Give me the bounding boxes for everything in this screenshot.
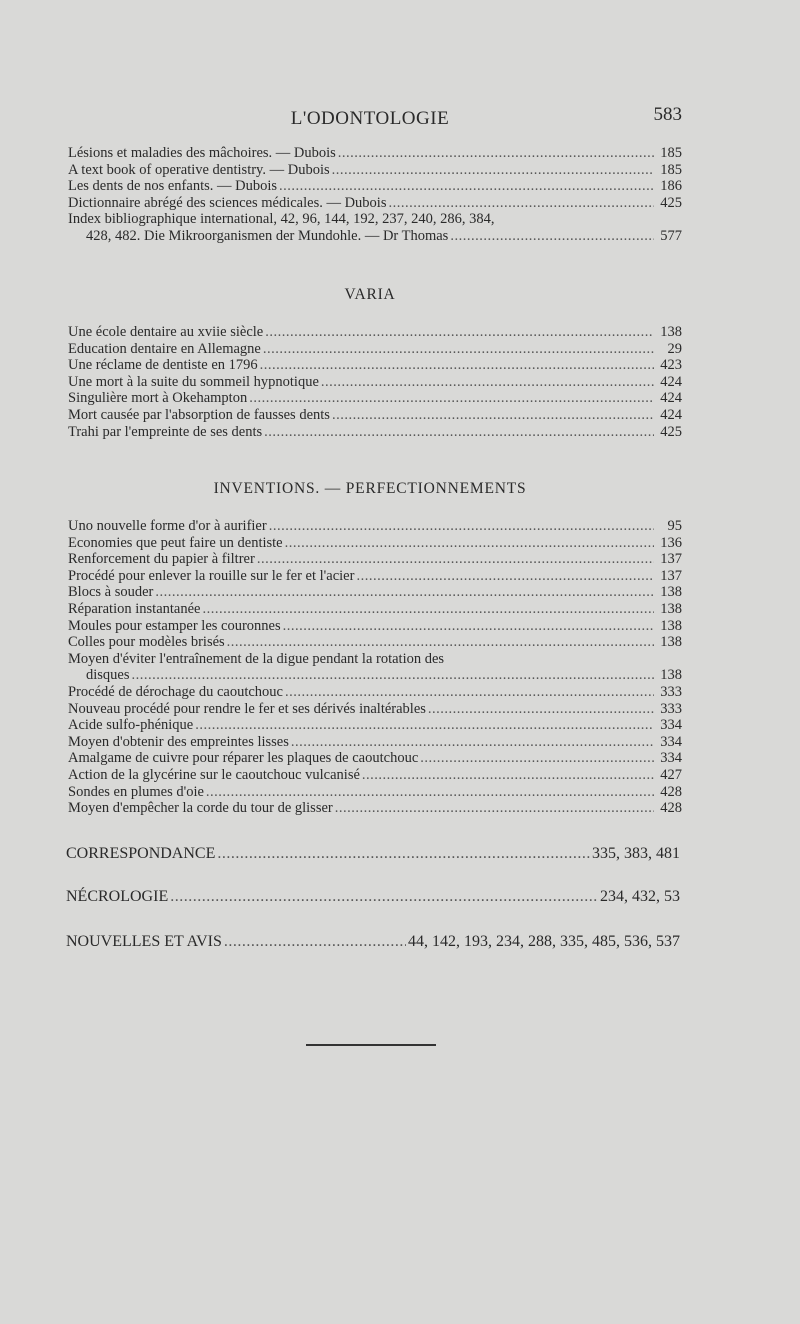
index-entry: CORRESPONDANCE ..... 335, 383, 481 xyxy=(66,845,680,863)
section-heading-inventions: INVENTIONS. — PERFECTIONNEMENTS xyxy=(213,480,527,497)
varia-list xyxy=(68,324,682,440)
index-entry: Education dentaire en Allemagne ..... 29 xyxy=(68,341,682,358)
page-number: 583 xyxy=(653,104,682,125)
journal-title: L'ODONTOLOGIE xyxy=(290,108,450,129)
index-entry: Economies que peut faire un dentiste ..... 136 xyxy=(68,535,682,552)
index-entry: Procédé de dérochage du caoutchouc ..... 333 xyxy=(68,684,682,701)
index-entry: A text book of operative dentistry. — Dubois ..... 185 xyxy=(68,162,682,179)
running-header xyxy=(60,104,680,134)
index-entry: Mort causée par l'absorption de fausses dents ..... 424 xyxy=(68,407,682,424)
index-entry: Lésions et maladies des mâchoires. — Dubois ..... 185 xyxy=(68,145,682,162)
index-entry: Renforcement du papier à filtrer ..... 137 xyxy=(68,551,682,568)
correspondance-entry xyxy=(66,845,680,863)
index-entry: Moyen d'éviter l'entraînement de la digue pendant la rotation des xyxy=(68,650,445,667)
index-entry: Procédé pour enlever la rouille sur le fer et l'acier ..... 137 xyxy=(68,568,682,585)
index-entry: Sondes en plumes d'oie ..... 428 xyxy=(68,784,682,801)
index-entry: Colles pour modèles brisés ..... 138 xyxy=(68,634,682,651)
index-entry: Action de la glycérine sur le caoutchouc vulcanisé ..... 427 xyxy=(68,767,682,784)
index-entry: Amalgame de cuivre pour réparer les plaques de caoutchouc ..... 334 xyxy=(68,750,682,767)
index-entry: Blocs à souder ..... 138 xyxy=(68,584,682,601)
index-entry: Nouveau procédé pour rendre le fer et ses dérivés inaltérables ..... 333 xyxy=(68,701,682,718)
index-entry: NOUVELLES ET AVIS ..... 44, 142, 193, 234, 288, 335, 485, 536, 537 xyxy=(66,933,680,951)
index-entry: Index bibliographique international, 42, 96, 144, 192, 237, 240, 286, 384, xyxy=(68,211,495,228)
index-entry: Acide sulfo-phénique ..... 334 xyxy=(68,717,682,734)
necrologie-entry xyxy=(66,888,680,906)
index-entry: Une réclame de dentiste en 1796 ..... 423 xyxy=(68,357,682,374)
index-entry: NÉCROLOGIE ..... 234, 432, 53 xyxy=(66,888,680,906)
index-entry: Dictionnaire abrégé des sciences médicales. — Dubois ..... 425 xyxy=(68,195,682,212)
nouvelles-entry xyxy=(66,933,680,951)
index-entry: Singulière mort à Okehampton ..... 424 xyxy=(68,390,682,407)
index-entry: 428, 482. Die Mikroorganismen der Mundohle. — Dr Thomas ..... 577 xyxy=(68,228,682,245)
bibliography-list xyxy=(68,145,682,245)
closing-rule xyxy=(306,1044,436,1046)
index-entry: Moules pour estamper les couronnes ..... 138 xyxy=(68,618,682,635)
index-entry: Les dents de nos enfants. — Dubois ..... 186 xyxy=(68,178,682,195)
inventions-list xyxy=(68,518,682,817)
index-entry: Moyen d'empêcher la corde du tour de glisser ..... 428 xyxy=(68,800,682,817)
section-heading-varia: VARIA xyxy=(344,286,396,303)
index-entry: Uno nouvelle forme d'or à aurifier ..... 95 xyxy=(68,518,682,535)
index-entry: Une mort à la suite du sommeil hypnotique ..... 424 xyxy=(68,374,682,391)
index-entry: disques ..... 138 xyxy=(68,667,682,684)
index-entry: Une école dentaire au xviie siècle ..... 138 xyxy=(68,324,682,341)
index-entry: Réparation instantanée ..... 138 xyxy=(68,601,682,618)
index-entry: Moyen d'obtenir des empreintes lisses ..... 334 xyxy=(68,734,682,751)
index-entry: Trahi par l'empreinte de ses dents ..... 425 xyxy=(68,424,682,441)
